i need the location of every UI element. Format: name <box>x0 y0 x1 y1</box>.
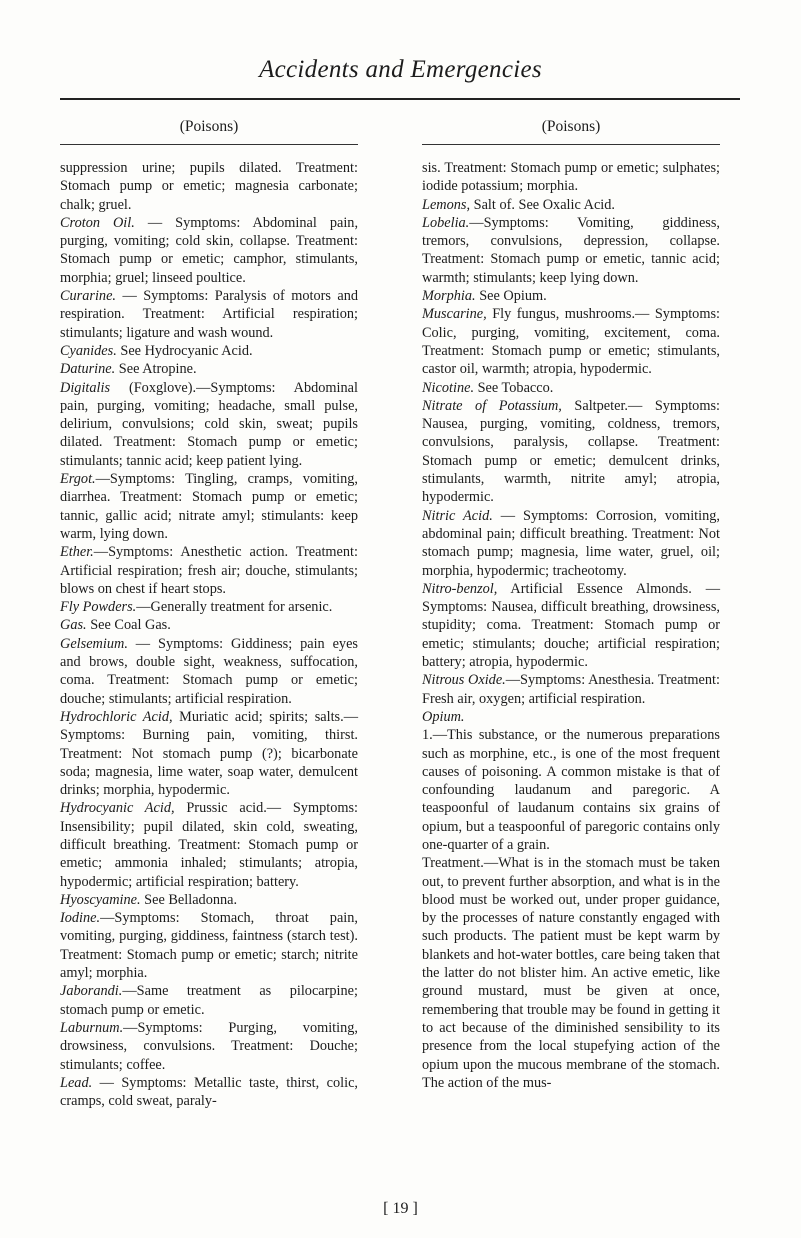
entry-paragraph <box>422 854 720 1092</box>
entry-paragraph <box>60 799 358 890</box>
entry-text: suppression urine; pupils dilated. Treatment: Stomach pump or emetic; magnesia carbonate; chalk; gruel. <box>60 160 358 213</box>
entry-text: —Symptoms: Tingling, cramps, vomiting, diarrhea. Treatment: Stomach pump or emetic; tannic, gallic acid; nitrate amyl; stimulants: keep warm, lying down. <box>60 471 358 542</box>
entry-text: Treatment.—What is in the stomach must be taken out, to prevent further absorption, and what is in the blood must be worked out, under proper guidance, by the processes of nature constantly engaged with such products. The patient must be kept warm by blankets and hot-water bottles, care being taken that the latter do not blister him. An active emetic, like ground mustard, must be given at once, remembering that trouble may be found in getting it to act because of the diminished sensibility to its presence from the local stupefying action of the opium upon the mucous membrane of the stomach. The action of the mus- <box>422 855 720 1091</box>
entry-text: — Symptoms: Metallic taste, thirst, colic, cramps, cold sweat, paraly- <box>60 1074 358 1110</box>
entry-term: Nicotine. <box>422 379 475 396</box>
entry-text: Fly fungus, mushrooms.— Symptoms: Colic, purging, vomiting, excitement, coma. Treatment: Stomach pump or emetic; stimulants, castor oil, warmth; atropia, hypodermic. <box>422 306 720 378</box>
entry-term: Nitric Acid. <box>422 507 493 524</box>
entry-term: Iodine. <box>60 910 101 927</box>
entry-text: 1.—This substance, or the numerous preparations such as morphine, etc., is one of the most frequent causes of poisoning. A common mistake is that of confounding laudanum and paregoric. A teaspoonful of laudanum contains six grains of opium, but a teaspoonful of paregoric contains only one-quarter of a grain. <box>422 727 720 853</box>
entry-term: Gas. <box>60 617 87 634</box>
entry-paragraph <box>60 982 358 1019</box>
entry-paragraph <box>60 891 358 909</box>
entry-paragraph <box>422 708 720 726</box>
entry-paragraph <box>60 214 358 287</box>
entry-text: Prussic acid.— Symptoms: Insensibility; pupil dilated, skin cold, sweating, difficult breathing. Treatment: Stomach pump or emetic; ammonia inhaled; stimulants; atropia, hypodermic; artificial respiration; battery. <box>60 800 359 890</box>
entry-text: —Symptoms: Stomach, throat pain, vomiting, purging, giddiness, faintness (starch test). Treatment: Stomach pump or emetic; starch; nitrite amyl; morphia. <box>60 910 358 982</box>
entry-term: Laburnum. <box>60 1019 124 1036</box>
entry-text: (Foxglove).—Symptoms: Abdominal pain, purging, vomiting; headache, small pulse, delirium, convulsions; cold skin, sweat; pupils dilated. Treatment: Stomach pump or emetic; stimulants; tannic acid; keep patient lying. <box>60 379 358 469</box>
entry-text: —Same treatment as pilocarpine; stomach pump or emetic. <box>60 983 358 1018</box>
entry-term: Croton Oil. <box>60 214 135 231</box>
entry-paragraph <box>60 379 358 470</box>
entry-paragraph <box>422 726 720 854</box>
right-column-rule <box>422 144 720 145</box>
entry-term: Digitalis <box>60 379 111 396</box>
entry-text: —Generally treatment for arsenic. <box>136 599 333 616</box>
entry-paragraph <box>60 708 358 799</box>
entry-term: Hydrocyanic Acid, <box>60 800 175 817</box>
entry-text: — Symptoms: Giddiness; pain eyes and brows, double sight, weakness, suffocation, coma. Treatment: Stomach pump or emetic; douche; stimulants; artificial respiration. <box>60 635 358 707</box>
entry-paragraph <box>422 305 720 378</box>
entry-text: See Atropine. <box>115 361 197 378</box>
entry-text: —Symptoms: Vomiting, giddiness, tremors, convulsions, depression, collapse. Treatment: Stomach pump or emetic, tannic acid; warmth; stimulants; keep lying down. <box>422 214 720 286</box>
entry-term: Curarine. <box>60 288 117 305</box>
entry-text: See Hydrocyanic Acid. <box>116 342 253 359</box>
entry-text: — Symptoms: Paralysis of motors and respiration. Treatment: Artificial respiration; stimulants; ligature and wash wound. <box>60 288 358 341</box>
entry-term: Nitrous Oxide. <box>422 672 506 689</box>
left-column-body <box>60 159 358 1110</box>
entry-text: —Symptoms: Anesthetic action. Treatment: Artificial respiration; fresh air; douche, stimulants; blows on chest if heart stops. <box>60 544 358 597</box>
header-rule <box>60 98 740 100</box>
entry-term: Fly Powders. <box>60 599 137 616</box>
entry-term: Ether. <box>60 544 94 561</box>
entry-paragraph <box>422 580 720 671</box>
entry-paragraph <box>422 196 720 214</box>
entry-term: Morphia. <box>422 288 476 305</box>
entry-term: Nitrate of Potassium, <box>422 397 562 414</box>
entry-text: Muriatic acid; spirits; salts.—Symptoms: Burning pain, vomiting, thirst. Treatment: Not stomach pump (?); bicarbonate soda; magnesia, lime water, soap water, demulcent drinks; morphia, hypodermic. <box>60 708 358 799</box>
entry-text: See Belladonna. <box>140 891 238 908</box>
page-number: [ 19 ] <box>383 1200 418 1217</box>
entry-term: Ergot. <box>60 471 96 488</box>
entry-paragraph <box>60 543 358 598</box>
right-column-body <box>422 159 720 1092</box>
entry-term: Gelsemium. <box>60 635 128 652</box>
entry-paragraph <box>60 1019 358 1074</box>
left-column-heading: (Poisons) <box>179 118 239 135</box>
entry-paragraph <box>60 598 358 616</box>
entry-text: See Tobacco. <box>474 379 554 396</box>
entry-term: Hyoscyamine. <box>60 891 141 908</box>
entry-term: Muscarine, <box>422 306 487 323</box>
entry-paragraph <box>422 507 720 580</box>
entry-term: Daturine. <box>60 361 116 378</box>
entry-paragraph <box>60 159 358 214</box>
left-column <box>60 118 358 1110</box>
entry-paragraph <box>60 360 358 378</box>
entry-text: Salt of. See Oxalic Acid. <box>470 196 615 213</box>
entry-term: Lead. <box>60 1074 93 1091</box>
entry-term: Lobelia. <box>422 214 470 231</box>
entry-text: — Symptoms: Corrosion, vomiting, abdominal pain; difficult breathing. Treatment: Not stomach pump; magnesia, lime water, gruel, oil; morphia, hypodermic; tracheotomy. <box>422 507 720 579</box>
page-title: Accidents and Emergencies <box>259 56 542 83</box>
entry-paragraph <box>422 159 720 196</box>
right-column-heading: (Poisons) <box>541 118 601 135</box>
right-column <box>422 118 720 1092</box>
entry-paragraph <box>60 1074 358 1111</box>
entry-paragraph <box>422 671 720 708</box>
entry-text: See Coal Gas. <box>86 617 171 634</box>
entry-paragraph <box>60 287 358 342</box>
entry-paragraph <box>60 616 358 634</box>
entry-text: —Symptoms: Anesthesia. Treatment: Fresh air, oxygen; artificial respiration. <box>422 672 720 707</box>
entry-text: sis. Treatment: Stomach pump or emetic; sulphates; iodide potassium; morphia. <box>422 160 720 195</box>
entry-paragraph <box>60 635 358 708</box>
entry-text: — Symptoms: Abdominal pain, purging, vomiting; cold skin, collapse. Treatment: Stomach pump or emetic; camphor, stimulants, morphia; gruel; linseed poultice. <box>60 214 359 286</box>
entry-term: Nitro-benzol, <box>422 580 498 597</box>
entry-text: See Opium. <box>475 288 547 305</box>
entry-term: Jaborandi. <box>60 983 123 1000</box>
entry-paragraph <box>422 287 720 305</box>
entry-term: Hydrochloric Acid, <box>60 708 173 725</box>
entry-term: Cyanides. <box>60 342 117 359</box>
left-column-rule <box>60 144 358 145</box>
entry-text: Artificial Essence Almonds. — Symptoms: Nausea, difficult breathing, drowsiness, stupidity; coma. Treatment: Stomach pump or emetic; stimulants; douche; artificial respiration; battery; atropia, hypodermic. <box>422 580 720 671</box>
entry-paragraph <box>422 379 720 397</box>
entry-text: Saltpeter.— Symptoms: Nausea, purging, vomiting, coldness, tremors, convulsions, paralysis, collapse. Treatment: Stomach pump or emetic; demulcent drinks, stimulants, warmth, nitrite amyl; atropia, hypodermic. <box>422 397 720 506</box>
entry-paragraph <box>422 214 720 287</box>
entry-paragraph <box>60 470 358 543</box>
entry-term: Lemons, <box>422 196 471 213</box>
entry-paragraph <box>60 909 358 982</box>
entry-paragraph <box>422 397 720 507</box>
entry-term: Opium. <box>422 708 465 725</box>
entry-text: —Symptoms: Purging, vomiting, drowsiness, convulsions. Treatment: Douche; stimulants; coffee. <box>60 1019 358 1073</box>
entry-paragraph <box>60 342 358 360</box>
